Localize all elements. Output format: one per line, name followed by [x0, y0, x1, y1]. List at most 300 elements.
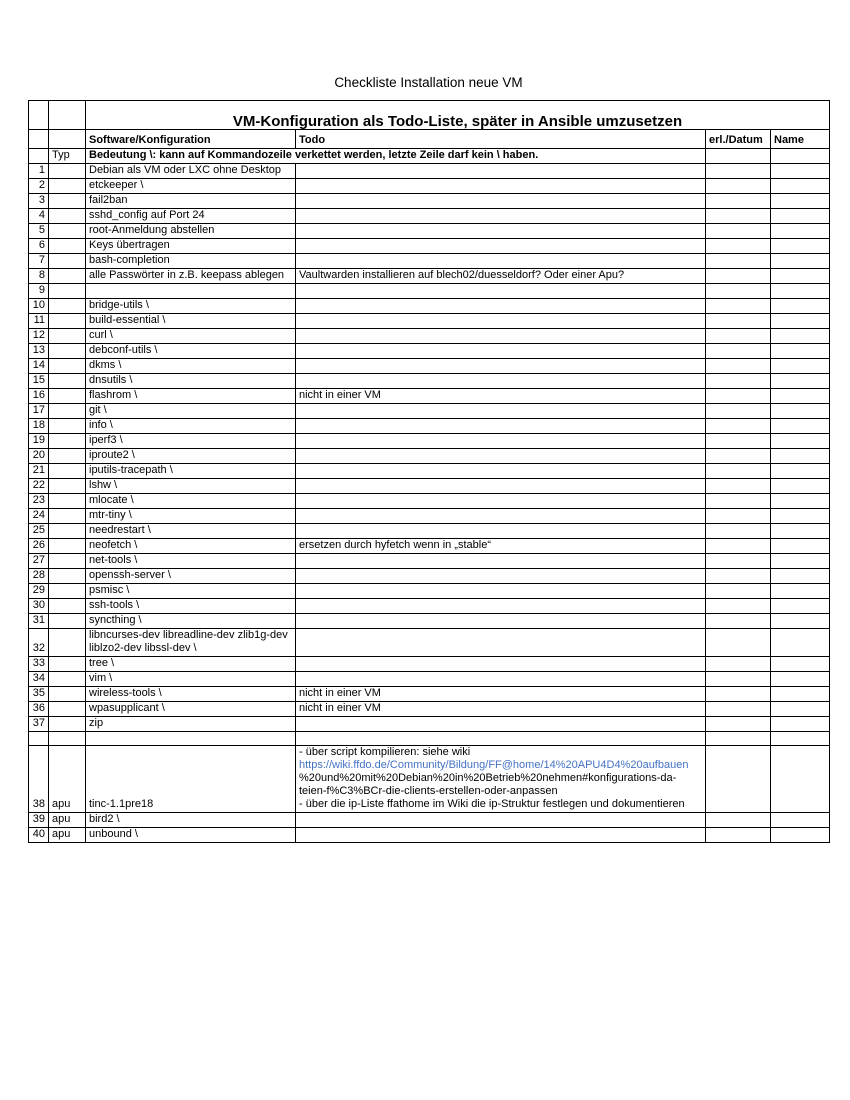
name-cell — [771, 813, 830, 828]
erl-datum-cell — [706, 179, 771, 194]
software-cell: fail2ban — [86, 194, 296, 209]
name-cell — [771, 569, 830, 584]
name-cell — [771, 746, 830, 813]
row-number-cell: 26 — [29, 539, 49, 554]
name-cell — [771, 479, 830, 494]
table-row — [29, 539, 830, 554]
software-cell: wireless-tools \ — [86, 687, 296, 702]
row-number-cell: 25 — [29, 524, 49, 539]
typ-cell — [49, 584, 86, 599]
table-row — [29, 813, 830, 828]
erl-datum-cell — [706, 254, 771, 269]
name-cell — [771, 344, 830, 359]
todo-cell — [296, 717, 706, 732]
table-row — [29, 194, 830, 209]
typ-cell — [49, 524, 86, 539]
typ-cell — [49, 449, 86, 464]
typ-cell — [49, 404, 86, 419]
erl-datum-cell — [706, 284, 771, 299]
erl-datum-cell — [706, 164, 771, 179]
table-row — [29, 179, 830, 194]
row-number-cell: 16 — [29, 389, 49, 404]
software-cell: tree \ — [86, 657, 296, 672]
erl-datum-cell — [706, 194, 771, 209]
table-banner: VM-Konfiguration als Todo-Liste, später in Ansible umzusetzen — [86, 101, 830, 130]
todo-cell — [296, 524, 706, 539]
todo-cell — [296, 329, 706, 344]
software-cell: net-tools \ — [86, 554, 296, 569]
table-row — [29, 554, 830, 569]
name-cell — [771, 464, 830, 479]
table-row — [29, 329, 830, 344]
table-row — [29, 717, 830, 732]
name-cell — [771, 657, 830, 672]
row-number-cell: 30 — [29, 599, 49, 614]
table-row — [29, 284, 830, 299]
software-cell: iputils-tracepath \ — [86, 464, 296, 479]
erl-datum-cell — [706, 746, 771, 813]
todo-cell — [296, 449, 706, 464]
row-number-cell: 33 — [29, 657, 49, 672]
todo-cell — [296, 209, 706, 224]
software-cell: Keys übertragen — [86, 239, 296, 254]
todo-cell — [296, 813, 706, 828]
row-number-cell: 7 — [29, 254, 49, 269]
typ-cell — [49, 614, 86, 629]
software-cell: zip — [86, 717, 296, 732]
col-header-software: Software/Konfiguration — [86, 130, 296, 149]
empty-cell — [29, 130, 49, 149]
name-cell — [771, 554, 830, 569]
todo-cell: nicht in einer VM — [296, 702, 706, 717]
table-row — [29, 509, 830, 524]
erl-datum-cell — [706, 509, 771, 524]
todo-cell: - über script kompilieren: siehe wiki https://wiki.ffdo.de/Community/Bildung/FF@home/14%20APU4D4%20aufbauen %20und%20mit%20Debian%20in%20Betrieb%20nehmen#konfigurations-da- teien-f%C3%BCr-die-clients-erstellen-oder-anpassen - über die ip-Liste ffathome im Wiki die ip-Struktur festlegen und dokumentieren — [296, 746, 706, 813]
row-number-cell: 17 — [29, 404, 49, 419]
row-number-cell: 32 — [29, 629, 49, 657]
todo-cell — [296, 509, 706, 524]
row-number-cell — [29, 732, 49, 746]
typ-cell — [49, 702, 86, 717]
todo-cell — [296, 164, 706, 179]
erl-datum-cell — [706, 614, 771, 629]
row-number-cell: 23 — [29, 494, 49, 509]
table-row — [29, 746, 830, 813]
typ-cell — [49, 569, 86, 584]
typ-cell — [49, 299, 86, 314]
table-row — [29, 657, 830, 672]
table-row — [29, 224, 830, 239]
row-number-cell: 2 — [29, 179, 49, 194]
wiki-link[interactable]: https://wiki.ffdo.de/Community/Bildung/FF@home/14%20APU4D4%20aufbauen — [299, 759, 689, 771]
col-header-name: Name — [771, 130, 830, 149]
table-row — [29, 209, 830, 224]
empty-cell — [49, 101, 86, 130]
erl-datum-cell — [706, 629, 771, 657]
todo-cell — [296, 479, 706, 494]
row-number-cell: 1 — [29, 164, 49, 179]
empty-cell — [771, 149, 830, 164]
software-cell: needrestart \ — [86, 524, 296, 539]
software-cell: Debian als VM oder LXC ohne Desktop — [86, 164, 296, 179]
name-cell — [771, 239, 830, 254]
name-cell — [771, 672, 830, 687]
typ-cell — [49, 464, 86, 479]
todo-cell: ersetzen durch hyfetch wenn in „stable“ — [296, 539, 706, 554]
software-cell: openssh-server \ — [86, 569, 296, 584]
row-number-cell: 29 — [29, 584, 49, 599]
software-cell: ssh-tools \ — [86, 599, 296, 614]
software-cell: dkms \ — [86, 359, 296, 374]
name-cell — [771, 629, 830, 657]
software-cell: iproute2 \ — [86, 449, 296, 464]
software-cell: flashrom \ — [86, 389, 296, 404]
erl-datum-cell — [706, 657, 771, 672]
row-number-cell: 24 — [29, 509, 49, 524]
row-number-cell: 38 — [29, 746, 49, 813]
empty-cell — [49, 130, 86, 149]
table-row — [29, 614, 830, 629]
row-number-cell: 21 — [29, 464, 49, 479]
todo-cell — [296, 732, 706, 746]
software-cell: unbound \ — [86, 828, 296, 843]
typ-cell — [49, 494, 86, 509]
todo-cell — [296, 494, 706, 509]
table-row — [29, 404, 830, 419]
row-number-cell: 10 — [29, 299, 49, 314]
erl-datum-cell — [706, 732, 771, 746]
erl-datum-cell — [706, 374, 771, 389]
software-cell: neofetch \ — [86, 539, 296, 554]
erl-datum-cell — [706, 314, 771, 329]
name-cell — [771, 164, 830, 179]
table-row — [29, 314, 830, 329]
name-cell — [771, 494, 830, 509]
banner-row — [29, 101, 830, 130]
software-cell: info \ — [86, 419, 296, 434]
typ-cell — [49, 479, 86, 494]
erl-datum-cell — [706, 813, 771, 828]
name-cell — [771, 374, 830, 389]
typ-label: Typ — [49, 149, 86, 164]
erl-datum-cell — [706, 672, 771, 687]
software-cell: build-essential \ — [86, 314, 296, 329]
software-cell: root-Anmeldung abstellen — [86, 224, 296, 239]
todo-cell — [296, 672, 706, 687]
todo-cell — [296, 179, 706, 194]
todo-cell — [296, 404, 706, 419]
erl-datum-cell — [706, 419, 771, 434]
row-number-cell: 34 — [29, 672, 49, 687]
name-cell — [771, 389, 830, 404]
typ-cell — [49, 209, 86, 224]
todo-cell — [296, 657, 706, 672]
row-number-cell: 22 — [29, 479, 49, 494]
table-row — [29, 494, 830, 509]
software-cell: bash-completion — [86, 254, 296, 269]
name-cell — [771, 269, 830, 284]
todo-cell — [296, 299, 706, 314]
erl-datum-cell — [706, 344, 771, 359]
row-number-cell: 8 — [29, 269, 49, 284]
erl-datum-cell — [706, 449, 771, 464]
todo-cell — [296, 344, 706, 359]
todo-cell — [296, 554, 706, 569]
row-number-cell: 39 — [29, 813, 49, 828]
software-cell: vim \ — [86, 672, 296, 687]
table-row — [29, 299, 830, 314]
erl-datum-cell — [706, 539, 771, 554]
erl-datum-cell — [706, 569, 771, 584]
row-number-cell: 13 — [29, 344, 49, 359]
name-cell — [771, 539, 830, 554]
typ-cell — [49, 164, 86, 179]
typ-cell — [49, 314, 86, 329]
software-cell: dnsutils \ — [86, 374, 296, 389]
typ-cell — [49, 374, 86, 389]
typ-cell — [49, 629, 86, 657]
typ-cell — [49, 389, 86, 404]
table-row — [29, 629, 830, 657]
name-cell — [771, 828, 830, 843]
erl-datum-cell — [706, 299, 771, 314]
typ-cell — [49, 254, 86, 269]
table-row — [29, 254, 830, 269]
name-cell — [771, 254, 830, 269]
table-row — [29, 569, 830, 584]
typ-cell — [49, 359, 86, 374]
typ-cell — [49, 344, 86, 359]
erl-datum-cell — [706, 239, 771, 254]
row-number-cell: 9 — [29, 284, 49, 299]
todo-cell — [296, 584, 706, 599]
software-cell: bridge-utils \ — [86, 299, 296, 314]
table-row — [29, 434, 830, 449]
software-cell: tinc-1.1pre18 — [86, 746, 296, 813]
erl-datum-cell — [706, 404, 771, 419]
software-cell: etckeeper \ — [86, 179, 296, 194]
software-cell: lshw \ — [86, 479, 296, 494]
software-cell: debconf-utils \ — [86, 344, 296, 359]
table-row — [29, 702, 830, 717]
software-cell: libncurses-dev libreadline-dev zlib1g-dev liblzo2-dev libssl-dev \ — [86, 629, 296, 657]
row-number-cell: 40 — [29, 828, 49, 843]
typ-cell — [49, 732, 86, 746]
name-cell — [771, 599, 830, 614]
name-cell — [771, 209, 830, 224]
table-row — [29, 344, 830, 359]
todo-cell — [296, 599, 706, 614]
software-cell: iperf3 \ — [86, 434, 296, 449]
table-row — [29, 828, 830, 843]
row-number-cell: 36 — [29, 702, 49, 717]
todo-cell — [296, 374, 706, 389]
typ-cell — [49, 269, 86, 284]
typ-cell — [49, 329, 86, 344]
todo-cell — [296, 224, 706, 239]
erl-datum-cell — [706, 269, 771, 284]
table-row — [29, 269, 830, 284]
todo-cell — [296, 434, 706, 449]
typ-cell — [49, 284, 86, 299]
erl-datum-cell — [706, 209, 771, 224]
row-number-cell: 35 — [29, 687, 49, 702]
typ-cell — [49, 554, 86, 569]
erl-datum-cell — [706, 359, 771, 374]
name-cell — [771, 717, 830, 732]
typ-cell — [49, 599, 86, 614]
table-row — [29, 479, 830, 494]
todo-cell — [296, 419, 706, 434]
typ-cell — [49, 672, 86, 687]
row-number-cell: 15 — [29, 374, 49, 389]
empty-cell — [706, 149, 771, 164]
table-body — [29, 164, 830, 843]
spreadsheet-document — [28, 74, 829, 843]
software-cell: curl \ — [86, 329, 296, 344]
typ-cell — [49, 539, 86, 554]
column-header-row — [29, 130, 830, 149]
name-cell — [771, 179, 830, 194]
name-cell — [771, 419, 830, 434]
erl-datum-cell — [706, 702, 771, 717]
name-cell — [771, 329, 830, 344]
row-number-cell: 6 — [29, 239, 49, 254]
typ-cell — [49, 717, 86, 732]
erl-datum-cell — [706, 828, 771, 843]
legend-row — [29, 149, 830, 164]
software-cell: wpasupplicant \ — [86, 702, 296, 717]
row-number-cell: 14 — [29, 359, 49, 374]
name-cell — [771, 434, 830, 449]
todo-cell — [296, 614, 706, 629]
name-cell — [771, 299, 830, 314]
name-cell — [771, 224, 830, 239]
row-number-cell: 4 — [29, 209, 49, 224]
software-cell: git \ — [86, 404, 296, 419]
name-cell — [771, 702, 830, 717]
row-number-cell: 18 — [29, 419, 49, 434]
typ-cell — [49, 657, 86, 672]
erl-datum-cell — [706, 389, 771, 404]
typ-cell — [49, 509, 86, 524]
table-row — [29, 359, 830, 374]
checklist-table — [28, 100, 830, 843]
row-number-cell: 20 — [29, 449, 49, 464]
typ-cell — [49, 194, 86, 209]
erl-datum-cell — [706, 329, 771, 344]
todo-cell — [296, 828, 706, 843]
table-row — [29, 239, 830, 254]
erl-datum-cell — [706, 479, 771, 494]
empty-cell — [29, 101, 49, 130]
typ-cell: apu — [49, 746, 86, 813]
name-cell — [771, 732, 830, 746]
erl-datum-cell — [706, 599, 771, 614]
row-number-cell: 31 — [29, 614, 49, 629]
typ-cell: apu — [49, 828, 86, 843]
row-number-cell: 12 — [29, 329, 49, 344]
todo-cell — [296, 314, 706, 329]
todo-cell — [296, 569, 706, 584]
software-cell: alle Passwörter in z.B. keepass ablegen — [86, 269, 296, 284]
row-number-cell: 3 — [29, 194, 49, 209]
erl-datum-cell — [706, 434, 771, 449]
name-cell — [771, 524, 830, 539]
table-row — [29, 599, 830, 614]
name-cell — [771, 584, 830, 599]
col-header-todo: Todo — [296, 130, 706, 149]
todo-cell — [296, 464, 706, 479]
software-cell: bird2 \ — [86, 813, 296, 828]
erl-datum-cell — [706, 524, 771, 539]
name-cell — [771, 449, 830, 464]
typ-cell — [49, 687, 86, 702]
erl-datum-cell — [706, 687, 771, 702]
software-cell: mlocate \ — [86, 494, 296, 509]
typ-cell — [49, 224, 86, 239]
typ-cell — [49, 239, 86, 254]
empty-cell — [29, 149, 49, 164]
table-row — [29, 419, 830, 434]
spacer-row — [29, 732, 830, 746]
row-number-cell: 37 — [29, 717, 49, 732]
table-row — [29, 687, 830, 702]
erl-datum-cell — [706, 717, 771, 732]
name-cell — [771, 509, 830, 524]
todo-cell: nicht in einer VM — [296, 687, 706, 702]
name-cell — [771, 614, 830, 629]
table-row — [29, 164, 830, 179]
erl-datum-cell — [706, 584, 771, 599]
table-row — [29, 524, 830, 539]
todo-cell — [296, 239, 706, 254]
software-cell: syncthing \ — [86, 614, 296, 629]
table-row — [29, 449, 830, 464]
col-header-erl-datum: erl./Datum — [706, 130, 771, 149]
table-row — [29, 389, 830, 404]
todo-cell: nicht in einer VM — [296, 389, 706, 404]
software-cell — [86, 284, 296, 299]
name-cell — [771, 284, 830, 299]
row-number-cell: 19 — [29, 434, 49, 449]
erl-datum-cell — [706, 494, 771, 509]
software-cell — [86, 732, 296, 746]
row-number-cell: 28 — [29, 569, 49, 584]
todo-cell — [296, 629, 706, 657]
software-cell: mtr-tiny \ — [86, 509, 296, 524]
table-row — [29, 584, 830, 599]
table-row — [29, 464, 830, 479]
legend-text: Bedeutung \: kann auf Kommandozeile verkettet werden, letzte Zeile darf kein \ haben. — [86, 149, 706, 164]
table-row — [29, 672, 830, 687]
erl-datum-cell — [706, 554, 771, 569]
name-cell — [771, 687, 830, 702]
name-cell — [771, 404, 830, 419]
todo-cell — [296, 194, 706, 209]
name-cell — [771, 359, 830, 374]
row-number-cell: 11 — [29, 314, 49, 329]
todo-cell: Vaultwarden installieren auf blech02/duesseldorf? Oder einer Apu? — [296, 269, 706, 284]
table-row — [29, 374, 830, 389]
name-cell — [771, 314, 830, 329]
typ-cell — [49, 434, 86, 449]
page-title: Checkliste Installation neue VM — [334, 75, 523, 90]
erl-datum-cell — [706, 224, 771, 239]
row-number-cell: 27 — [29, 554, 49, 569]
todo-cell — [296, 254, 706, 269]
todo-cell — [296, 359, 706, 374]
